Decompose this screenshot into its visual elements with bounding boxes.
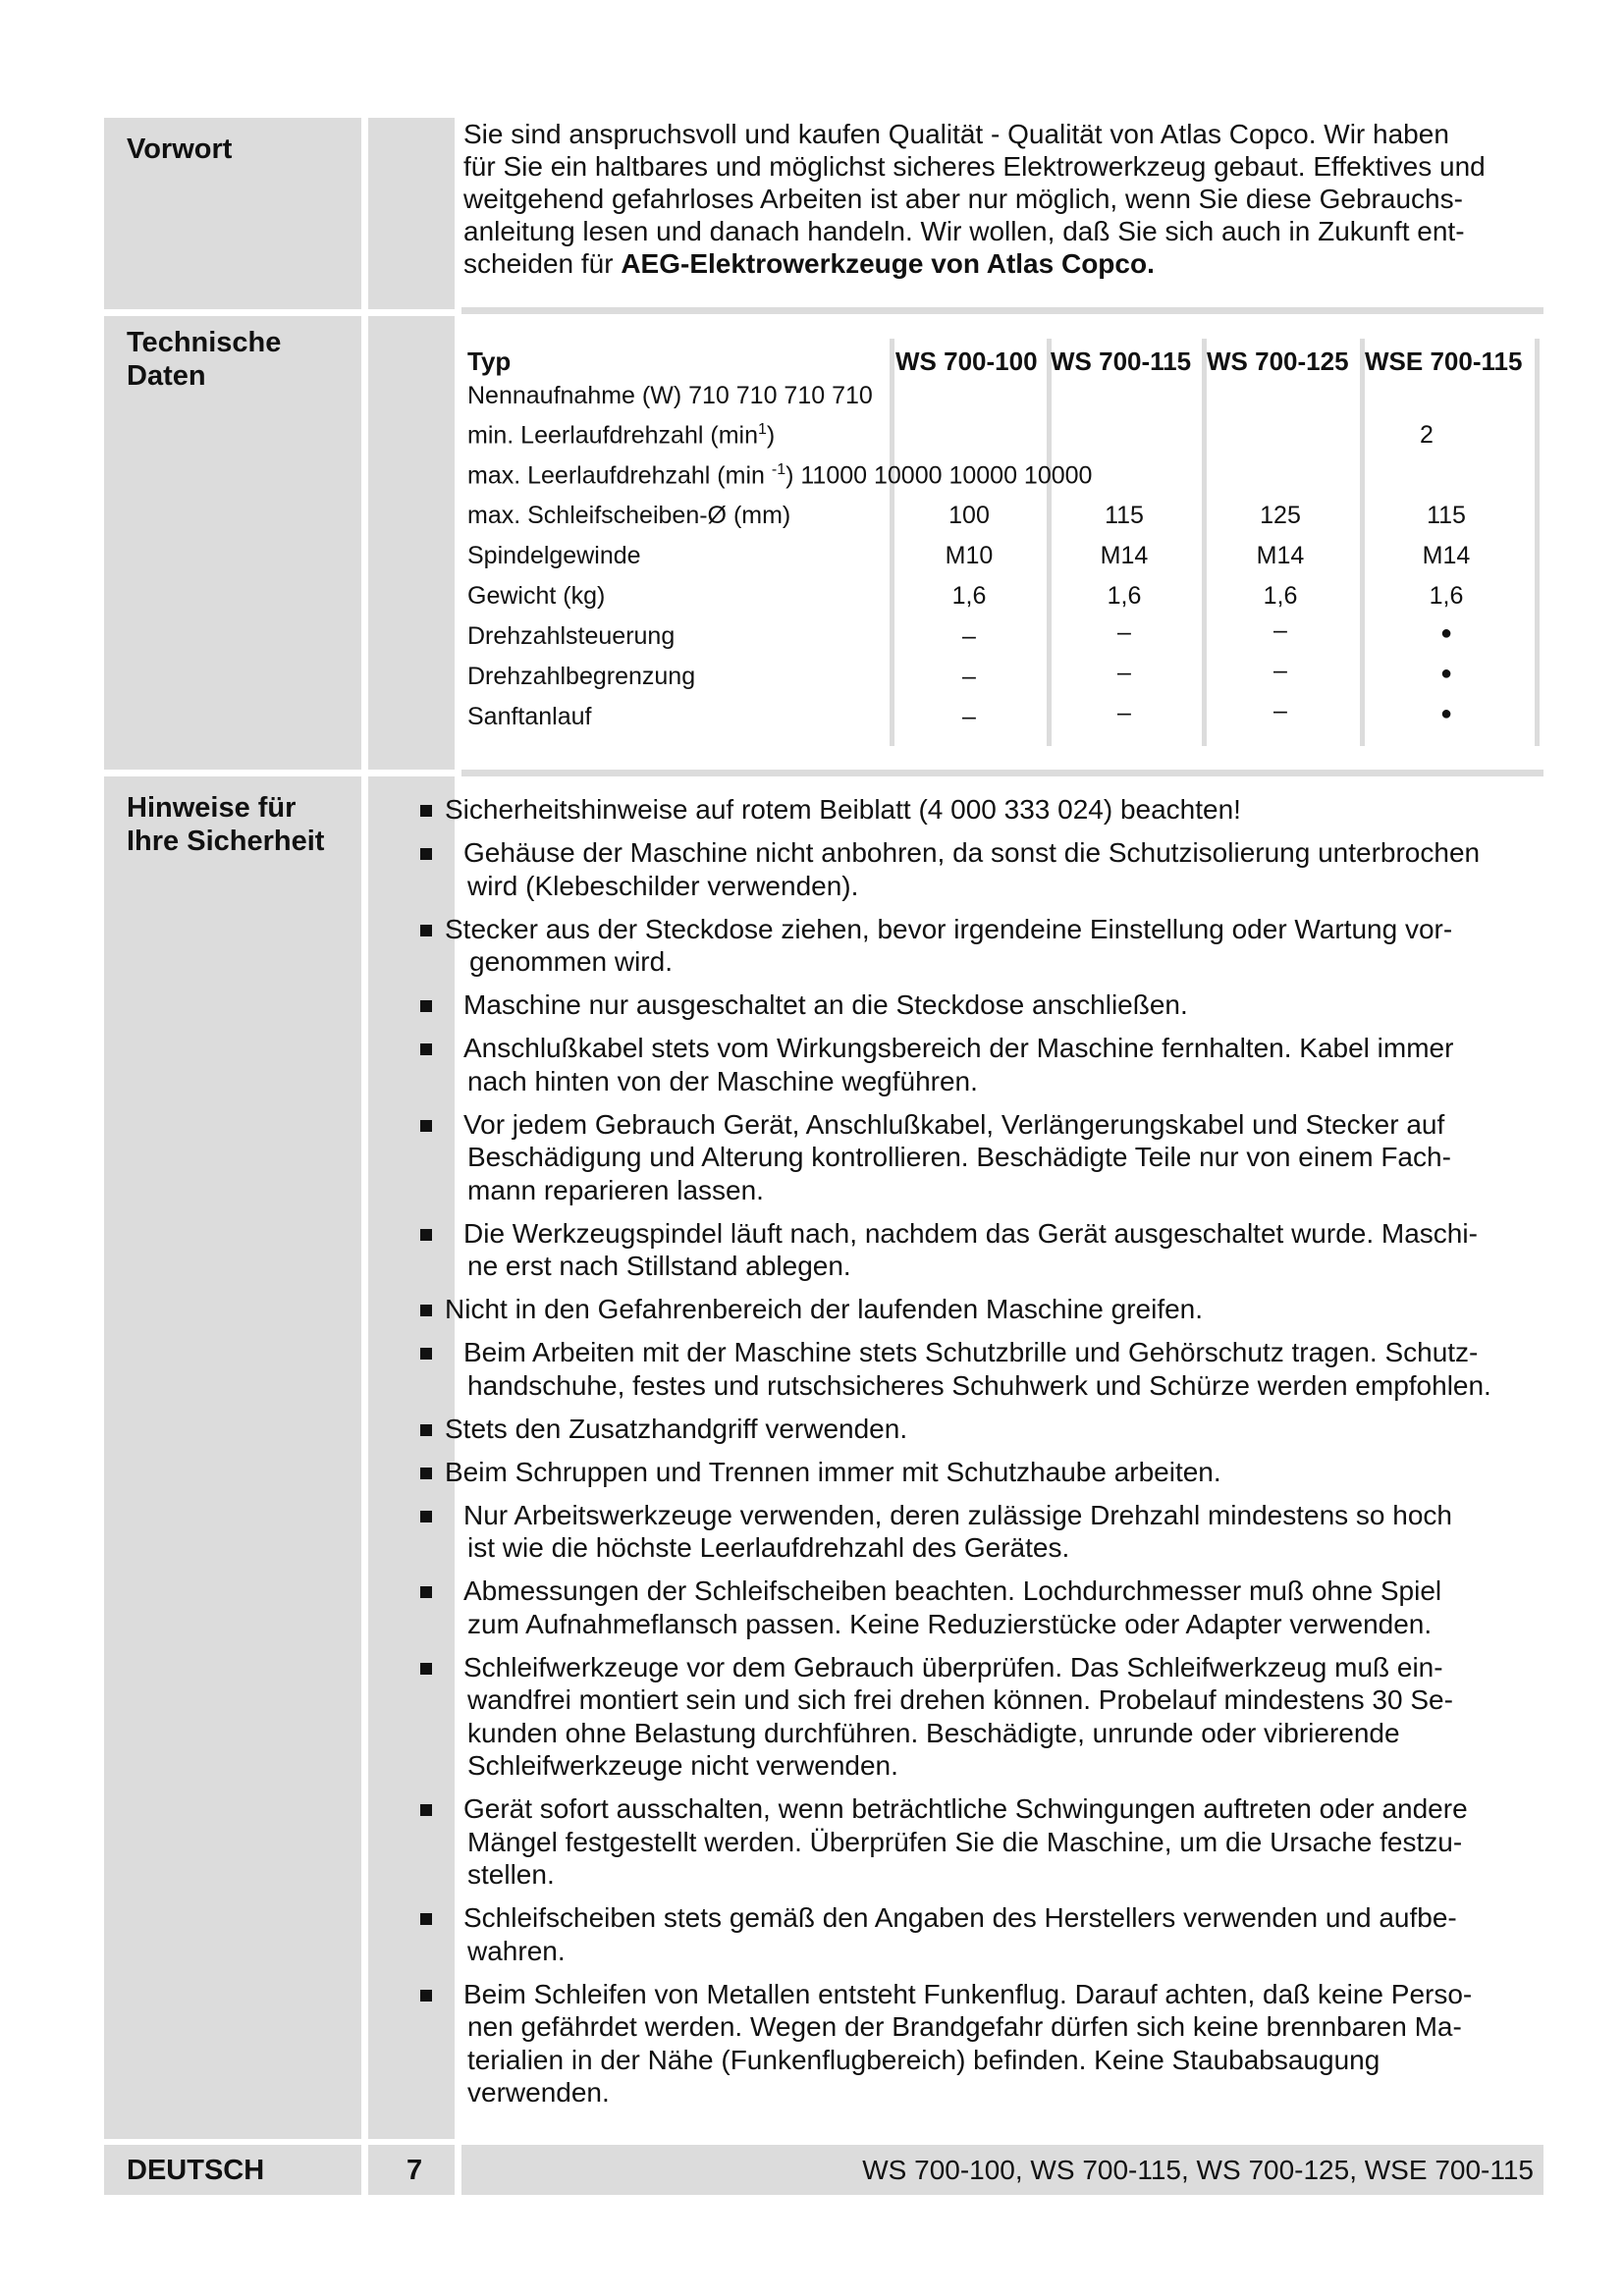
bullet-square-icon bbox=[420, 1511, 432, 1522]
table-rows bbox=[467, 376, 1538, 737]
safety-item-line: wird (Klebeschilder verwenden). bbox=[467, 870, 859, 901]
row-label-text: min. Leerlaufdrehzahl (min bbox=[467, 421, 758, 450]
footer-models: WS 700-100, WS 700-115, WS 700-125, WSE 700-115 bbox=[862, 2155, 1534, 2185]
safety-item-line: genommen wird. bbox=[469, 946, 673, 977]
row-value: – bbox=[962, 703, 976, 730]
row-value: 115 bbox=[1427, 502, 1466, 529]
safety-item-line: Gerät sofort ausschalten, wenn beträchtliche Schwingungen auftreten oder andere bbox=[463, 1793, 1468, 1824]
bullet-square-icon bbox=[420, 1468, 432, 1479]
table-row bbox=[467, 697, 1538, 737]
bullet-square-icon bbox=[420, 848, 432, 860]
row-value: – bbox=[1117, 699, 1131, 726]
divider-vorwort bbox=[461, 307, 1543, 314]
bullet-square-icon bbox=[420, 925, 432, 936]
vorwort-brand: AEG-Elektrowerkzeuge von Atlas Copco. bbox=[621, 248, 1155, 279]
row-value: M14 bbox=[1422, 542, 1471, 569]
row-value: – bbox=[1273, 616, 1287, 644]
bullet-square-icon bbox=[420, 1043, 432, 1055]
safety-item-line: wandfrei montiert sein und sich frei drehen können. Probelauf mindestens 30 Se- bbox=[467, 1684, 1453, 1715]
table-header-typ: Typ bbox=[467, 347, 512, 376]
table-row bbox=[467, 415, 1538, 455]
safety-item-line: Stecker aus der Steckdose ziehen, bevor irgendeine Einstellung oder Wartung vor- bbox=[445, 913, 1453, 944]
row-label bbox=[467, 421, 775, 450]
row-value: ● bbox=[1439, 703, 1453, 724]
safety-item-line: Beim Schruppen und Trennen immer mit Schutzhaube arbeiten. bbox=[445, 1456, 1221, 1487]
safety-item-line: stellen. bbox=[467, 1859, 555, 1890]
row-value: M14 bbox=[1100, 542, 1149, 569]
row-label: Spindelgewinde bbox=[467, 542, 641, 569]
row-label-suffix: ) bbox=[766, 421, 776, 450]
row-label: Nennaufnahme (W) 710 710 710 710 bbox=[467, 382, 873, 409]
table-row bbox=[467, 616, 1538, 657]
divider-technik bbox=[461, 770, 1543, 776]
row-value: 1,6 bbox=[1429, 582, 1464, 610]
row-value: 2 bbox=[1420, 421, 1434, 449]
table-header-model: WS 700-100 bbox=[895, 347, 1038, 376]
technik-spacer-cell bbox=[368, 316, 455, 770]
bullet-square-icon bbox=[420, 1990, 432, 2002]
row-value: 1,6 bbox=[1107, 582, 1142, 610]
safety-item-line: Gehäuse der Maschine nicht anbohren, da sonst die Schutzisolierung unterbrochen bbox=[463, 837, 1481, 868]
row-label: Drehzahlbegrenzung bbox=[467, 663, 696, 690]
vorwort-spacer-cell bbox=[368, 118, 455, 309]
safety-item-line: Nicht in den Gefahrenbereich der laufenden Maschine greifen. bbox=[445, 1294, 1204, 1324]
table-row bbox=[467, 657, 1538, 697]
safety-item-line: Maschine nur ausgeschaltet an die Steckdose anschließen. bbox=[463, 989, 1188, 1020]
row-value: ● bbox=[1439, 622, 1453, 644]
safety-item-line: nach hinten von der Maschine wegführen. bbox=[467, 1065, 978, 1096]
row-value: M10 bbox=[945, 542, 994, 569]
row-value: – bbox=[962, 663, 976, 690]
bullet-square-icon bbox=[420, 1305, 432, 1316]
safety-item-line: Vor jedem Gebrauch Gerät, Anschlußkabel, Verlängerungskabel und Stecker auf bbox=[463, 1108, 1445, 1140]
safety-item-line: kunden ohne Belastung durchführen. Beschädigte, unrunde oder vibrierende bbox=[467, 1717, 1400, 1748]
bullet-square-icon bbox=[420, 1663, 432, 1675]
safety-item-line: Schleifwerkzeuge nicht verwenden. bbox=[467, 1750, 898, 1781]
safety-item-line: verwenden. bbox=[467, 2077, 610, 2108]
row-value: 1,6 bbox=[1263, 582, 1298, 610]
vorwort-line-prefix: scheiden für bbox=[463, 248, 622, 279]
table-row bbox=[467, 576, 1538, 616]
bullet-square-icon bbox=[420, 1424, 432, 1436]
sicherheit-label-cell bbox=[104, 776, 361, 2139]
row-label: Sanftanlauf bbox=[467, 703, 592, 730]
vorwort-line: weitgehend gefahrloses Arbeiten ist aber nur möglich, wenn Sie diese Gebrauchs- bbox=[463, 184, 1463, 214]
safety-item-line: Mängel festgestellt werden. Überprüfen Sie die Maschine, um die Ursache festzu- bbox=[467, 1826, 1463, 1857]
safety-item-line: nen gefährdet werden. Wegen der Brandgefahr dürfen sich keine brennbaren Ma- bbox=[467, 2011, 1462, 2042]
safety-item-line: terialien in der Nähe (Funkenflugbereich) befinden. Keine Staubabsaugung bbox=[467, 2044, 1380, 2075]
bullet-square-icon bbox=[420, 1804, 432, 1816]
vorwort-line-last bbox=[463, 247, 1543, 280]
footer-language: DEUTSCH bbox=[127, 2155, 265, 2186]
bullet-square-icon bbox=[420, 1000, 432, 1012]
table-header-model: WS 700-125 bbox=[1207, 347, 1349, 376]
row-label-suffix: ) 11000 10000 10000 10000 bbox=[785, 461, 1093, 490]
safety-item-line: ne erst nach Stillstand ablegen. bbox=[467, 1251, 851, 1281]
safety-item-line: wahren. bbox=[467, 1935, 566, 1966]
row-value: – bbox=[1273, 697, 1287, 724]
safety-item-line: Beschädigung und Alterung kontrollieren. Beschädigte Teile nur von einem Fach- bbox=[467, 1142, 1451, 1172]
row-value: 125 bbox=[1260, 502, 1301, 529]
row-value: ● bbox=[1439, 663, 1453, 684]
vorwort-heading: Vorwort bbox=[127, 133, 233, 165]
row-value: – bbox=[1117, 618, 1131, 646]
row-value: – bbox=[1273, 657, 1287, 684]
safety-item-line: Nur Arbeitswerkzeuge verwenden, deren zulässige Drehzahl mindestens so hoch bbox=[463, 1499, 1452, 1530]
row-value: 100 bbox=[948, 502, 990, 529]
row-label-text: max. Leerlaufdrehzahl (min bbox=[467, 461, 772, 490]
table-header-model: WSE 700-115 bbox=[1365, 347, 1523, 376]
safety-item-line: zum Aufnahmeflansch passen. Keine Reduzierstücke oder Adapter verwenden. bbox=[467, 1608, 1433, 1639]
row-value: 115 bbox=[1105, 502, 1144, 529]
table-row bbox=[467, 376, 1538, 415]
sicherheit-heading bbox=[127, 791, 324, 858]
row-value: – bbox=[962, 622, 976, 650]
footer-page-number: 7 bbox=[406, 2155, 423, 2186]
bullet-square-icon bbox=[420, 1229, 432, 1241]
safety-item-line: Sicherheitshinweise auf rotem Beiblatt (4 000 333 024) beachten! bbox=[445, 794, 1241, 825]
safety-item-line: Die Werkzeugspindel läuft nach, nachdem das Gerät ausgeschaltet wurde. Maschi- bbox=[463, 1217, 1478, 1249]
row-label-sup: -1 bbox=[771, 461, 786, 478]
safety-item-line: Schleifscheiben stets gemäß den Angaben des Herstellers verwenden und aufbe- bbox=[463, 1902, 1457, 1933]
technik-heading bbox=[127, 326, 281, 393]
sicherheit-heading-line: Ihre Sicherheit bbox=[127, 826, 325, 857]
sicherheit-spacer-cell bbox=[368, 776, 455, 2139]
row-label: Gewicht (kg) bbox=[467, 582, 606, 610]
vorwort-line: Sie sind anspruchsvoll und kaufen Qualität - Qualität von Atlas Copco. Wir haben bbox=[463, 119, 1449, 149]
bullet-square-icon bbox=[420, 1120, 432, 1132]
technik-heading-line: Daten bbox=[127, 360, 206, 392]
vorwort-text bbox=[463, 118, 1543, 280]
row-value: – bbox=[1117, 659, 1131, 686]
table-header-model: WS 700-115 bbox=[1051, 347, 1192, 376]
row-label: Drehzahlsteuerung bbox=[467, 622, 676, 650]
row-label bbox=[467, 461, 1092, 490]
bullet-square-icon bbox=[420, 1586, 432, 1598]
safety-item-line: Anschlußkabel stets vom Wirkungsbereich der Maschine fernhalten. Kabel immer bbox=[463, 1033, 1454, 1063]
bullet-square-icon bbox=[420, 805, 432, 817]
technik-heading-line: Technische bbox=[127, 327, 282, 358]
safety-item-line: Beim Schleifen von Metallen entsteht Funkenflug. Darauf achten, daß keine Perso- bbox=[463, 1978, 1473, 2009]
safety-item-line: Beim Arbeiten mit der Maschine stets Schutzbrille und Gehörschutz tragen. Schutz- bbox=[463, 1337, 1479, 1367]
row-value: 1,6 bbox=[951, 582, 987, 610]
safety-item-line: Abmessungen der Schleifscheiben beachten. Lochdurchmesser muß ohne Spiel bbox=[463, 1575, 1442, 1606]
row-label: max. Schleifscheiben-Ø (mm) bbox=[467, 502, 791, 529]
bullet-square-icon bbox=[420, 1348, 432, 1360]
bullet-square-icon bbox=[420, 1913, 432, 1925]
table-row bbox=[467, 536, 1538, 576]
safety-item-line: ist wie die höchste Leerlaufdrehzahl des Gerätes. bbox=[467, 1532, 1070, 1563]
row-value: M14 bbox=[1256, 542, 1305, 569]
sicherheit-heading-line: Hinweise für bbox=[127, 792, 297, 824]
safety-item-line: Schleifwerkzeuge vor dem Gebrauch überprüfen. Das Schleifwerkzeug muß ein- bbox=[463, 1651, 1443, 1682]
vorwort-line: anleitung lesen und danach handeln. Wir wollen, daß Sie sich auch in Zukunft ent- bbox=[463, 216, 1465, 246]
vorwort-line: für Sie ein haltbares und möglichst sicheres Elektrowerkzeug gebaut. Effektives und bbox=[463, 151, 1486, 182]
safety-item-line: mann reparieren lassen. bbox=[467, 1174, 764, 1205]
safety-item-line: handschuhe, festes und rutschsicheres Schuhwerk und Schürze werden empfohlen. bbox=[467, 1369, 1491, 1401]
table-row bbox=[467, 496, 1538, 536]
safety-item-line: Stets den Zusatzhandgriff verwenden. bbox=[445, 1413, 908, 1444]
table-row bbox=[467, 455, 1538, 496]
row-label-sup: 1 bbox=[757, 421, 767, 438]
